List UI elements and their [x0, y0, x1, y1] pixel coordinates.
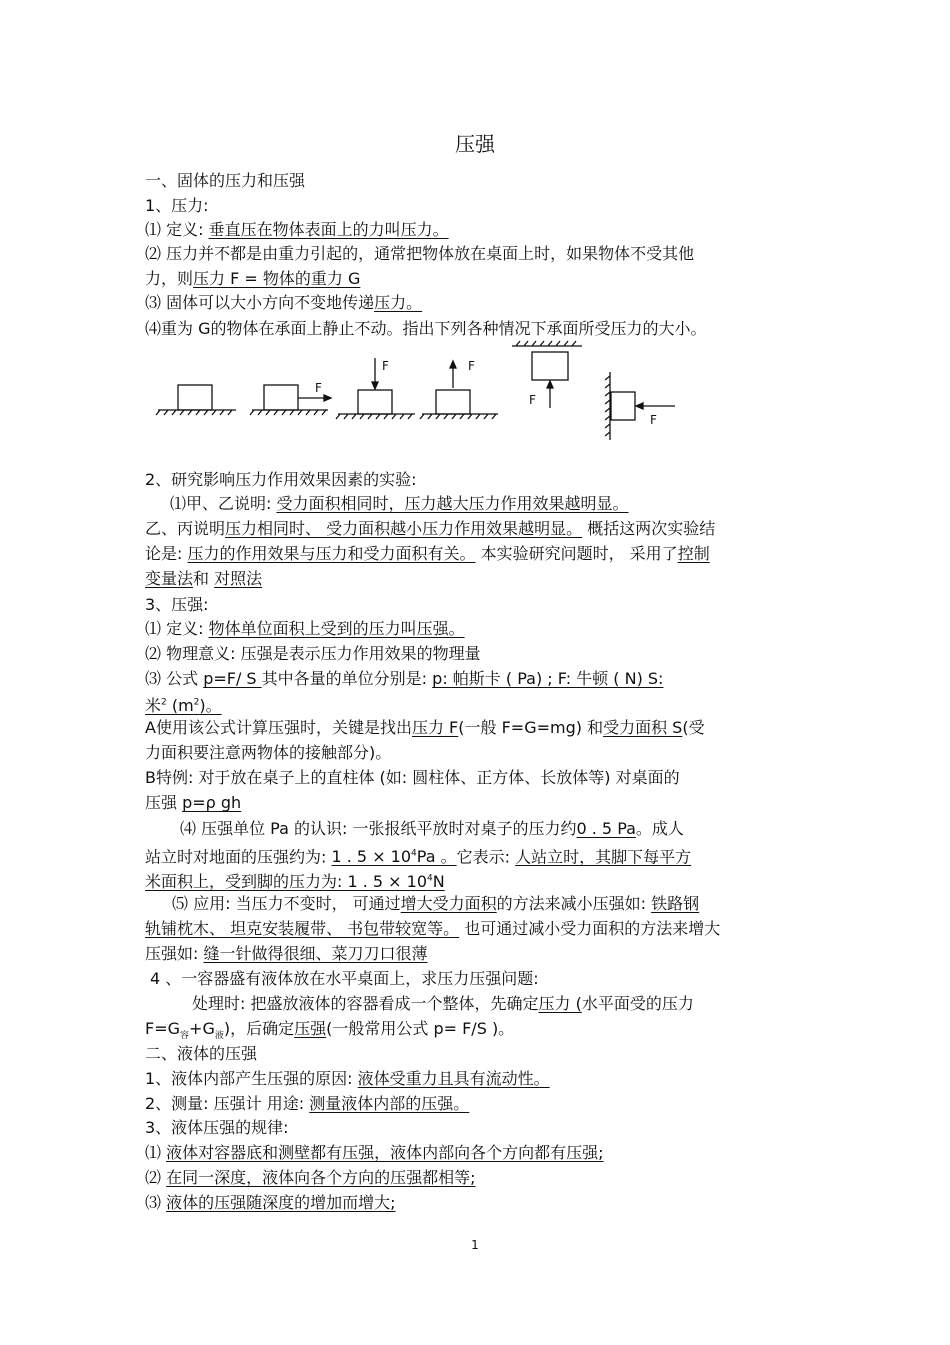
section-heading-liquid: 二、液体的压强	[145, 1044, 258, 1063]
para-liquid-rules: 3、液体压强的规律:	[145, 1118, 289, 1137]
para-exp-4: 变量法和 对照法	[145, 569, 263, 588]
force-diagram-figure	[150, 340, 710, 440]
para-note-a-2: 力面积要注意两物体的接触部分)。	[145, 743, 392, 762]
para-definition: ⑴ 定义: 垂直压在物体表面上的力叫压力。	[145, 220, 449, 239]
subheading-pressure-force: 1、压力:	[145, 196, 209, 215]
para-pressure-meaning: ⑵ 物理意义: 压强是表示压力作用效果的物理量	[145, 644, 481, 663]
para-exp-2: 乙、丙说明压力相同时、 受力面积越小压力作用效果越明显。 概括这两次实验结	[145, 519, 716, 538]
para-liquid-rule-2: ⑵ 在同一深度，液体向各个方向的压强都相等;	[145, 1168, 476, 1187]
para-note-b: B特例: 对于放在桌子上的直柱体 (如: 圆柱体、正方体、长放体等) 对桌面的	[145, 768, 680, 787]
para-exp-3: 论是: 压力的作用效果与压力和受力面积有关。 本实验研究问题时， 采用了控制	[145, 544, 710, 563]
para-note-b-2: 压强 p=ρ gh	[145, 793, 242, 812]
force-label: F	[529, 393, 536, 407]
subheading-pressure: 3、压强:	[145, 595, 209, 614]
para-pressure-def: ⑴ 定义: 物体单位面积上受到的压力叫压强。	[145, 619, 465, 638]
para-application: ⑸ 应用: 当压力不变时， 可通过增大受力面积的方法来减小压强如: 铁路钢	[172, 894, 700, 913]
subheading-experiment: 2、研究影响压力作用效果因素的实验:	[145, 470, 417, 489]
para-unit-pa-3: 米面积上，受到脚的压力为: 1 . $5 \times 10^4N$	[145, 872, 445, 892]
para-liquid-rule-1: ⑴ 液体对容器底和测壁都有压强，液体内部向各个方向都有压强;	[145, 1143, 604, 1162]
para-liquid-cause: 1、液体内部产生压强的原因: 液体受重力且具有流动性。	[145, 1069, 550, 1088]
para-formula-units: 米$^2$ $(m^2)$。	[145, 696, 222, 716]
force-label: F	[468, 359, 475, 373]
section-heading-solid: 一、固体的压力和压强	[145, 171, 306, 190]
force-label: F	[650, 413, 657, 427]
para-gravity-note-2: 力，则压力 F = 物体的重力 G	[145, 269, 361, 288]
para-formula: ⑶ 公式 p=F/ S 其中各量的单位分别是: p: 帕斯卡 ( Pa) ; F: 牛顿 ( N) S:	[145, 669, 664, 688]
para-container: 处理时: 把盛放液体的容器看成一个整体，先确定压力 (水平面受的压力	[192, 994, 694, 1013]
force-label: F	[382, 359, 389, 373]
force-label: F	[315, 381, 322, 395]
para-container-2: $F=G_容+G_液$)，后确定压强(一般常用公式 p= F/S )。	[145, 1019, 515, 1042]
page-number: 1	[471, 1238, 479, 1252]
para-note-a: A使用该公式计算压强时，关键是找出压力 F(一般 F=G=mg) 和受力面积 S(受	[145, 718, 705, 737]
para-unit-pa: ⑷ 压强单位 Pa 的认识: 一张报纸平放时对桌子的压力约0 . 5 Pa。成人	[180, 819, 684, 838]
para-gravity-note: ⑵ 压力并不都是由重力引起的，通常把物体放在桌面上时，如果物体不受其他	[145, 244, 695, 263]
para-question: ⑷重为 G的物体在承面上静止不动。指出下列各种情况下承面所受压力的大小。	[145, 319, 707, 338]
subheading-container: 4 、一容器盛有液体放在水平桌面上，求压力压强问题:	[150, 969, 539, 988]
para-exp-1: ⑴甲、乙说明: 受力面积相同时，压力越大压力作用效果越明显。	[170, 494, 629, 513]
para-unit-pa-2: 站立时对地面的压强约为: 1 . $5 \times 10^4Pa$ 。它表示: 人站立时，其脚下每平方	[145, 847, 692, 867]
para-liquid-rule-3: ⑶ 液体的压强随深度的增加而增大;	[145, 1193, 396, 1212]
page-title: 压强	[455, 132, 495, 156]
para-application-3: 压强如: 缝一针做得很细、菜刀刀口很薄	[145, 944, 428, 963]
para-liquid-measure: 2、测量: 压强计 用途: 测量液体内部的压强。	[145, 1094, 470, 1113]
para-transmit: ⑶ 固体可以大小方向不变地传递压力。	[145, 293, 423, 312]
para-application-2: 轨铺枕木、 坦克安装履带、 书包带较宽等。 也可通过减小受力面积的方法来增大	[145, 919, 721, 938]
